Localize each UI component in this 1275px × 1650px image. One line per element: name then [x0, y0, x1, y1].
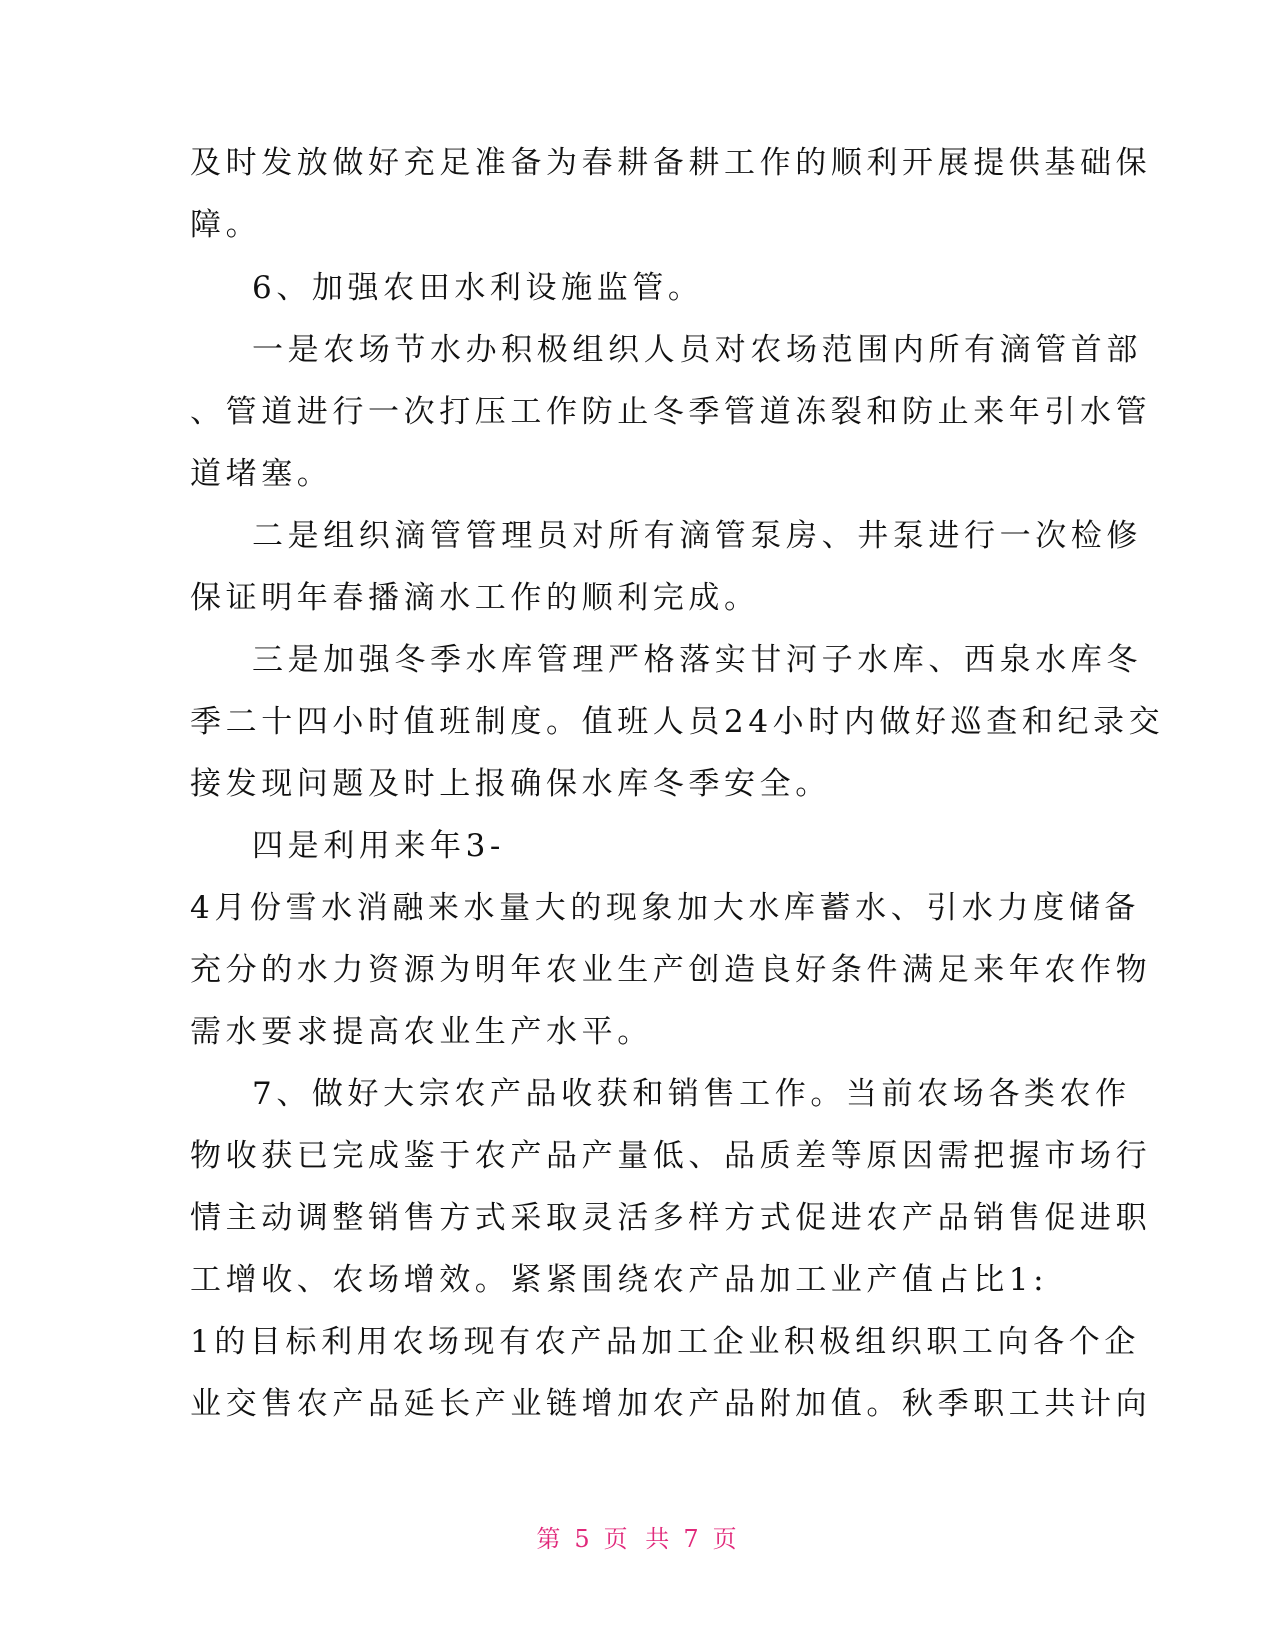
text-line: 1的目标利用农场现有农产品加工企业积极组织职工向各个企 — [190, 1324, 1140, 1360]
text-line: 保证明年春播滴水工作的顺利完成。 — [190, 580, 760, 616]
text-line: 接发现问题及时上报确保水库冬季安全。 — [190, 766, 831, 802]
current-page-number: 5 — [574, 1525, 592, 1553]
text-line: 季二十四小时值班制度。值班人员24小时内做好巡查和纪录交 — [190, 704, 1165, 740]
footer-middle: 页 共 — [603, 1525, 672, 1553]
section-heading-6: 6、加强农田水利设施监管。 — [252, 270, 704, 306]
text-line: 4月份雪水消融来水量大的现象加大水库蓄水、引水力度储备 — [190, 890, 1140, 926]
text-line: 及时发放做好充足准备为春耕备耕工作的顺利开展提供基础保 — [190, 145, 1152, 181]
text-line: 三是加强冬季水库管理严格落实甘河子水库、西泉水库冬 — [252, 642, 1142, 678]
text-line: 工增收、农场增效。紧紧围绕农产品加工业产值占比1: — [190, 1262, 1049, 1298]
text-line: 情主动调整销售方式采取灵活多样方式促进农产品销售促进职 — [190, 1200, 1152, 1236]
footer-suffix: 页 — [712, 1525, 739, 1553]
text-line: 一是农场节水办积极组织人员对农场范围内所有滴管首部 — [252, 332, 1142, 368]
text-line: 四是利用来年3- — [252, 828, 505, 864]
text-line: 需水要求提高农业生产水平。 — [190, 1014, 653, 1050]
text-line: 障。 — [190, 207, 262, 243]
footer-prefix: 第 — [536, 1525, 563, 1553]
text-line: 道堵塞。 — [190, 456, 333, 492]
page-footer — [0, 1524, 1275, 1554]
text-line: 二是组织滴管管理员对所有滴管泵房、井泵进行一次检修 — [252, 518, 1142, 554]
text-line: 充分的水力资源为明年农业生产创造良好条件满足来年农作物 — [190, 952, 1152, 988]
text-line: 物收获已完成鉴于农产品产量低、品质差等原因需把握市场行 — [190, 1138, 1152, 1174]
text-line: 业交售农产品延长产业链增加农产品附加值。秋季职工共计向 — [190, 1386, 1152, 1422]
section-heading-7: 7、做好大宗农产品收获和销售工作。当前农场各类农作 — [252, 1076, 1131, 1112]
text-line: 、管道进行一次打压工作防止冬季管道冻裂和防止来年引水管 — [190, 394, 1152, 430]
total-pages-number: 7 — [683, 1525, 701, 1553]
